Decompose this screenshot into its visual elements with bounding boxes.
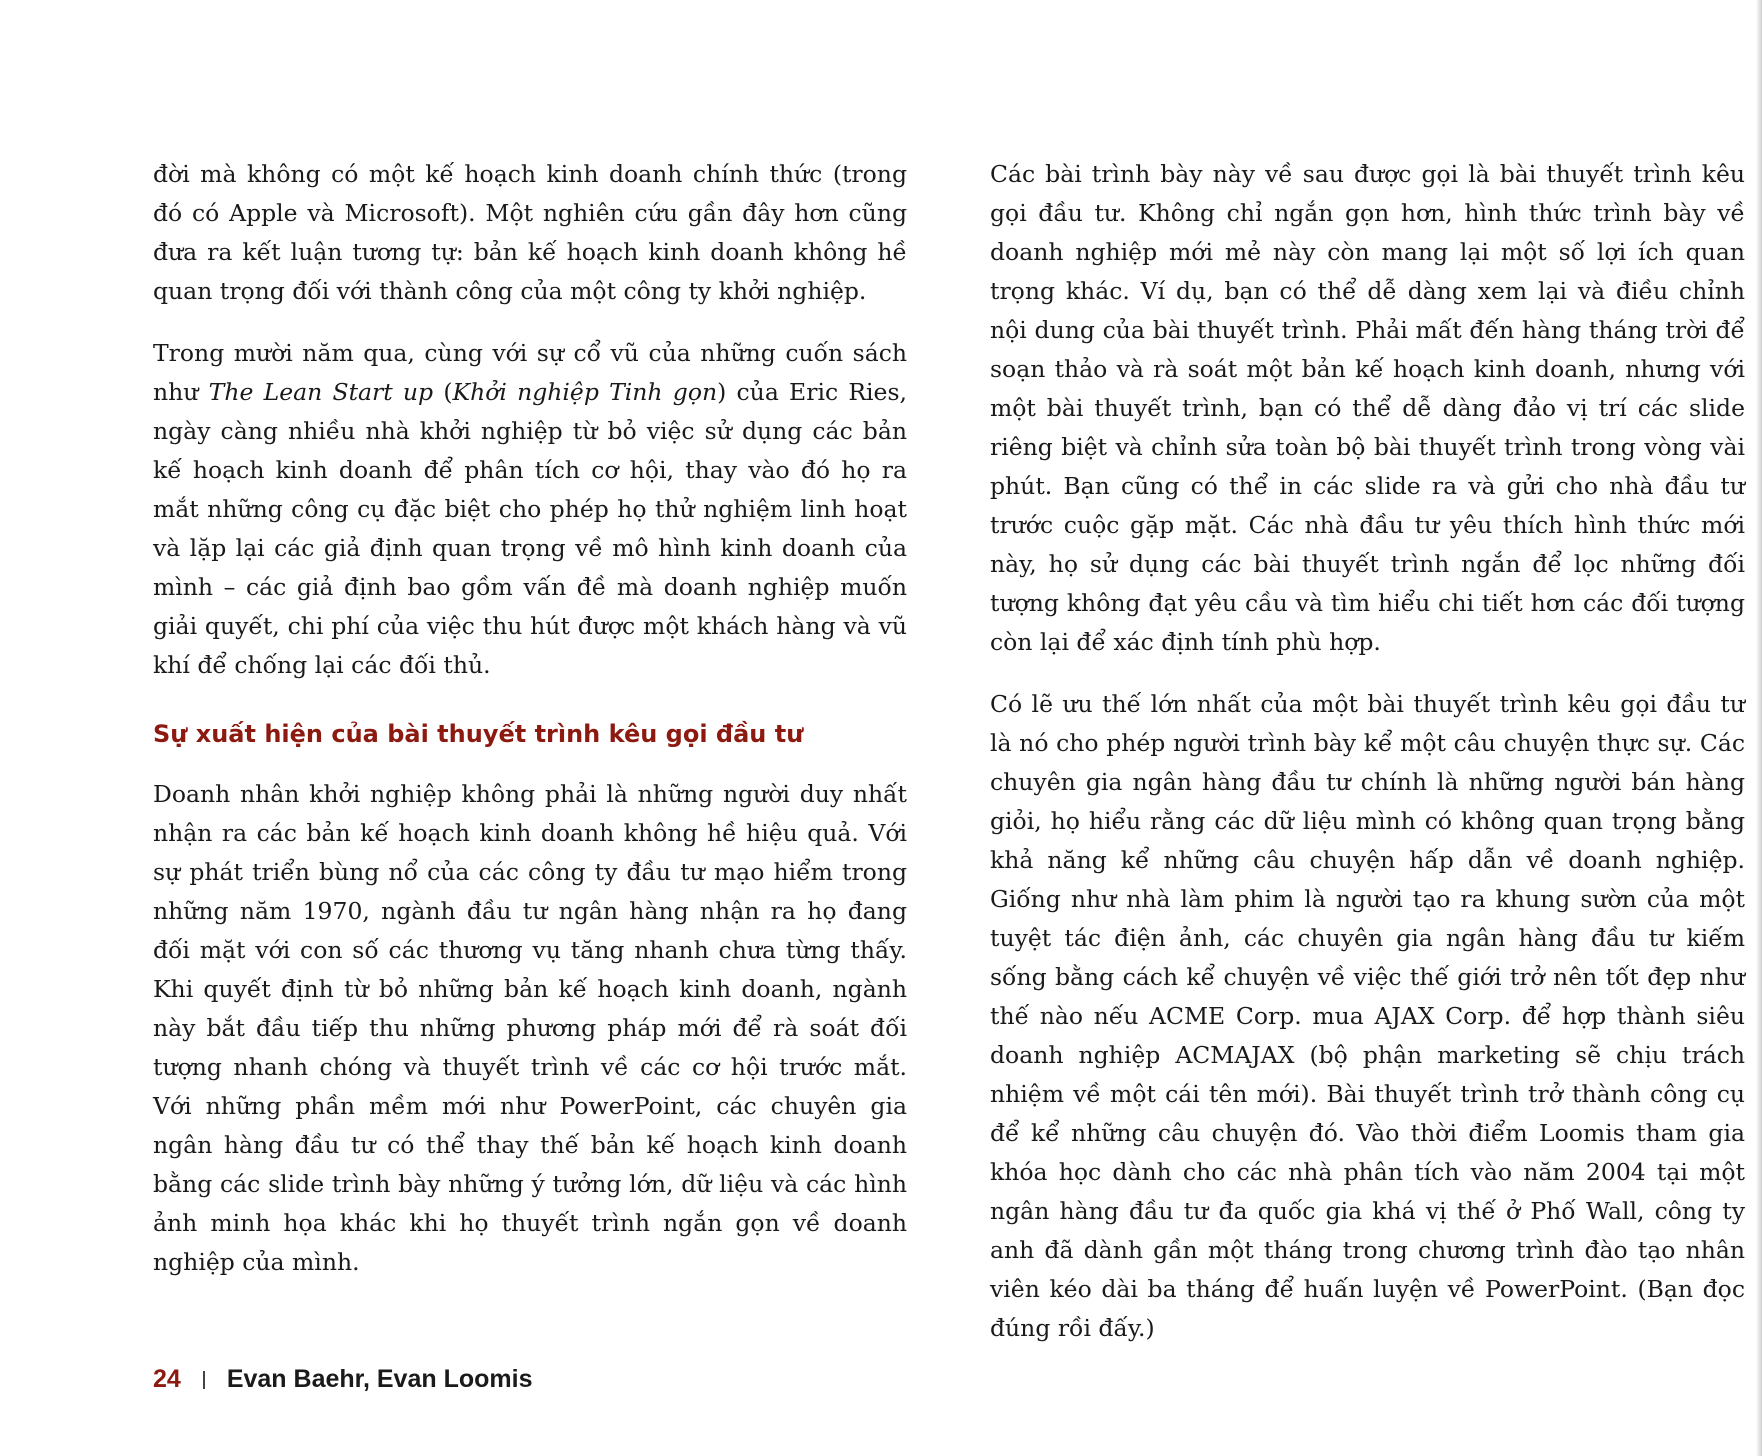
footer-separator [203, 1371, 205, 1389]
book-title-english: The Lean Start up [208, 378, 434, 406]
page-edge [1756, 0, 1762, 1456]
body-paragraph: đời mà không có một kế hoạch kinh doanh chính thức (trong đó có Apple và Microsoft). Một nghiên cứu gần đây hơn cũng đưa ra kết luận tương tự: bản kế hoạch kinh doanh không hề quan trọng đối với thành công của một công ty khởi nghiệp. [153, 160, 907, 305]
paragraph-text: ) của Eric Ries, ngày càng nhiều nhà khởi nghiệp từ bỏ việc sử dụng các bản kế hoạch kinh doanh để phân tích cơ hội, thay vào đó họ ra mắt những công cụ đặc biệt cho phép họ thử nghiệm linh hoạt và lặp lại các giả định quan trọng về mô hình kinh doanh của mình – các giả định bao gồm vấn đề mà doanh nghiệp muốn giải quyết, chi phí của việc thu hút được một khách hàng và vũ khí để chống lại các đối thủ. [153, 378, 907, 679]
page-number: 24 [153, 1365, 181, 1393]
body-paragraph [153, 334, 907, 685]
paragraph-text: ( [433, 378, 453, 406]
paragraph-text: Trong mười năm qua, cùng với sự cổ vũ của những cuốn sách như [153, 339, 907, 406]
body-paragraph: Các bài trình bày này về sau được gọi là bài thuyết trình kêu gọi đầu tư. Không chỉ ngắn gọn hơn, hình thức trình bày về doanh nghiệp mới mẻ này còn mang lại một số lợi ích quan trọng khác. Ví dụ, bạn có thể dễ dàng xem lại và điều chỉnh nội dung của bài thuyết trình. Phải mất đến hàng tháng trời để soạn thảo và rà soát một bản kế hoạch kinh doanh, nhưng với một bài thuyết trình, bạn có thể dễ dàng đảo vị trí các slide riêng biệt và chỉnh sửa toàn bộ bài thuyết trình trong vòng vài phút. Bạn cũng có thể in các slide ra và gửi cho nhà đầu tư trước cuộc gặp mặt. Các nhà đầu tư yêu thích hình thức mới này, họ sử dụng các bài thuyết trình ngắn để lọc những đối tượng không đạt yêu cầu và tìm hiểu chi tiết hơn các đối tượng còn lại để xác định tính phù hợp. [990, 160, 1745, 656]
page-footer [153, 1365, 532, 1394]
left-column [153, 155, 907, 1305]
section-heading: Sự xuất hiện của bài thuyết trình kêu gọi đầu tư [153, 720, 804, 748]
body-paragraph: Có lẽ ưu thế lớn nhất của một bài thuyết trình kêu gọi đầu tư là nó cho phép người trình bày kể một câu chuyện thực sự. Các chuyên gia ngân hàng đầu tư chính là những người bán hàng giỏi, họ hiểu rằng các dữ liệu mình có không quan trọng bằng khả năng kể những câu chuyện hấp dẫn về doanh nghiệp. Giống như nhà làm phim là người tạo ra khung sườn của một tuyệt tác điện ảnh, các chuyên gia ngân hàng đầu tư kiếm sống bằng cách kể chuyện về việc thế giới trở nên tốt đẹp như thế nào nếu ACME Corp. mua AJAX Corp. để hợp thành siêu doanh nghiệp ACMAJAX (bộ phận marketing sẽ chịu trách nhiệm về một cái tên mới). Bài thuyết trình trở thành công cụ để kể những câu chuyện đó. Vào thời điểm Loomis tham gia khóa học dành cho các nhà phân tích vào năm 2004 tại một ngân hàng đầu tư đa quốc gia khá vị thế ở Phố Wall, công ty anh đã dành gần một tháng trong chương trình đào tạo nhân viên kéo dài ba tháng để huấn luyện về PowerPoint. (Bạn đọc đúng rồi đấy.) [990, 690, 1745, 1342]
right-column [990, 155, 1745, 1371]
book-title-vietnamese: Khởi nghiệp Tinh gọn [452, 378, 718, 406]
body-paragraph: Doanh nhân khởi nghiệp không phải là những người duy nhất nhận ra các bản kế hoạch kinh doanh không hề hiệu quả. Với sự phát triển bùng nổ của các công ty đầu tư mạo hiểm trong những năm 1970, ngành đầu tư ngân hàng nhận ra họ đang đối mặt với con số các thương vụ tăng nhanh chưa từng thấy. Khi quyết định từ bỏ những bản kế hoạch kinh doanh, ngành này bắt đầu tiếp thu những phương pháp mới để rà soát đối tượng nhanh chóng và thuyết trình về các cơ hội trước mắt. Với những phần mềm mới như PowerPoint, các chuyên gia ngân hàng đầu tư có thể thay thế bản kế hoạch kinh doanh bằng các slide trình bày những ý tưởng lớn, dữ liệu và các hình ảnh minh họa khác khi họ thuyết trình ngắn gọn về doanh nghiệp của mình. [153, 780, 907, 1276]
footer-authors: Evan Baehr, Evan Loomis [226, 1365, 533, 1393]
